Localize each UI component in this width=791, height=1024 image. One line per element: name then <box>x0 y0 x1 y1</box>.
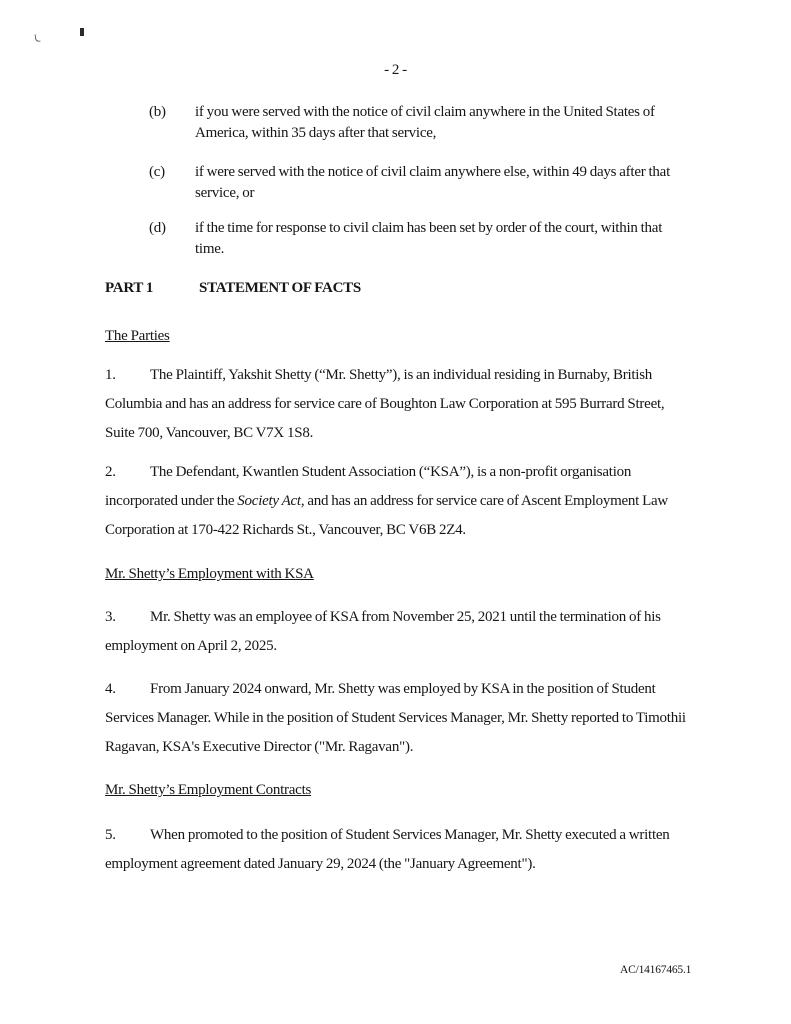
section-heading-text: Mr. Shetty’s Employment Contracts <box>105 782 312 798</box>
paragraph-2 <box>105 458 686 545</box>
scan-artifact-squiggle <box>34 34 40 43</box>
paragraph-5 <box>105 821 686 879</box>
section-heading-parties <box>105 326 686 347</box>
clause-label: (c) <box>149 164 165 180</box>
clause-label: (b) <box>149 104 166 120</box>
clause-text: if you were served with the notice of civil claim anywhere in the United States of America, within 35 days after that service, <box>195 104 655 141</box>
section-heading-text: Mr. Shetty’s Employment with KSA <box>105 566 314 582</box>
part-number: PART 1 <box>105 280 154 296</box>
clause-text: if the time for response to civil claim has been set by order of the court, within that time. <box>195 220 663 257</box>
clause-item-d <box>105 218 686 260</box>
part-title: STATEMENT OF FACTS <box>199 280 362 296</box>
paragraph-text: When promoted to the position of Student Services Manager, Mr. Shetty executed a written employment agreement dated January 29, 2024 (the "January Agreement"). <box>105 827 670 872</box>
footer-document-code: AC/14167465.1 <box>620 964 692 976</box>
paragraph-text: Mr. Shetty was an employee of KSA from November 25, 2021 until the termination of his employment on April 2, 2025. <box>105 609 661 654</box>
clause-text: if were served with the notice of civil claim anywhere else, within 49 days after that service, or <box>195 164 670 201</box>
section-heading-contracts <box>105 780 686 801</box>
clause-item-b <box>105 102 686 144</box>
clause-item-c <box>105 162 686 204</box>
statute-name-italic: Society Act <box>237 493 301 509</box>
page-number: - 2 - <box>384 62 407 78</box>
paragraph-text-pre: The Defendant, Kwantlen Student Association (“KSA”), is a non-profit organisation incorporated under the <box>105 464 632 509</box>
paragraph-text: From January 2024 onward, Mr. Shetty was employed by KSA in the position of Student Services Manager. While in the position of Student Services Manager, Mr. Shetty reported to Timothii Ragavan, KSA's Executive Director ("Mr. Ragavan"). <box>105 681 686 755</box>
paragraph-3 <box>105 603 686 661</box>
clause-label: (d) <box>149 220 166 236</box>
scan-artifact-tick <box>80 28 84 36</box>
paragraph-text: The Plaintiff, Yakshit Shetty (“Mr. Shetty”), is an individual residing in Burnaby, British Columbia and has an address for service care of Boughton Law Corporation at 595 Burrard Street, Suite 700, Vancouver, BC V7X 1S8. <box>105 367 665 441</box>
paragraph-1 <box>105 361 686 448</box>
paragraph-text-post: , and has an address for service care of Ascent Employment Law Corporation at 170-422 Richards St., Vancouver, BC V6B 2Z4. <box>105 493 669 538</box>
paragraph-number: 2. <box>105 464 116 480</box>
paragraph-number: 3. <box>105 609 116 625</box>
paragraph-number: 1. <box>105 367 116 383</box>
section-heading-employment <box>105 564 686 585</box>
section-heading-text: The Parties <box>105 328 170 344</box>
part-heading <box>105 278 686 299</box>
paragraph-4 <box>105 675 686 762</box>
paragraph-number: 5. <box>105 827 116 843</box>
paragraph-number: 4. <box>105 681 116 697</box>
